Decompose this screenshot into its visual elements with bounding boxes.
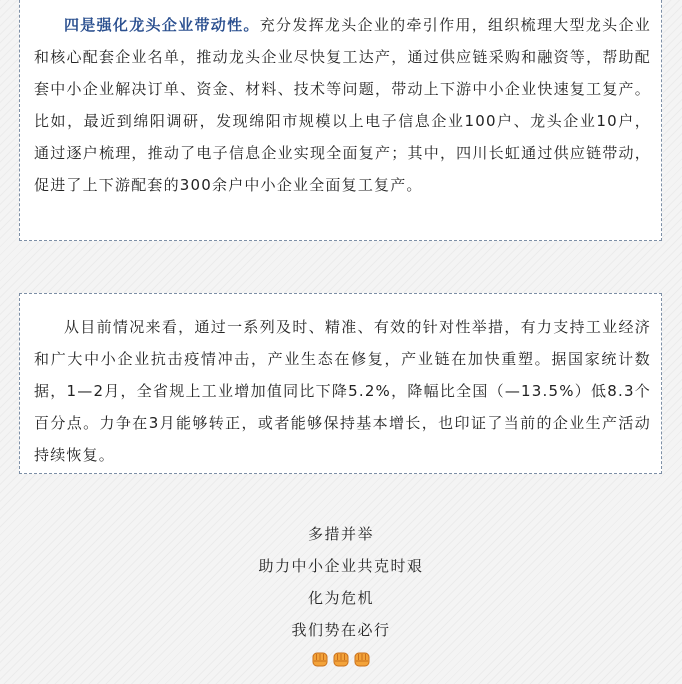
- closing-slogan: [0, 518, 682, 668]
- content-card-1: [19, 0, 662, 241]
- slogan-line-2: 助力中小企业共克时艰: [258, 557, 424, 575]
- slogan-line-4: 我们势在必行: [291, 621, 391, 639]
- fist-icon: [353, 650, 371, 668]
- fist-icon: [332, 650, 350, 668]
- slogan-line-1: 多措并举: [307, 525, 374, 543]
- slogan-line-3: 化为危机: [307, 589, 374, 607]
- fist-emoji-row: [0, 650, 682, 668]
- paragraph-1-body: 充分发挥龙头企业的牵引作用，组织梳理大型龙头企业和核心配套企业名单，推动龙头企业尽快复工达产，通过供应链采购和融资等，帮助配套中小企业解决订单、资金、材料、技术等问题，带动上下游中小企业快速复工复产。比如，最近到绵阳调研，发现绵阳市规模以上电子信息企业100户、龙头企业10户，通过逐户梳理，推动了电子信息企业实现全面复产；其中，四川长虹通过供应链带动，促进了上下游配套的300余户中小企业全面复工复产。: [34, 16, 651, 194]
- paragraph-2: 从目前情况来看，通过一系列及时、精准、有效的针对性举措，有力支持工业经济和广大中小企业抗击疫情冲击，产业生态在修复，产业链在加快重塑。据国家统计数据，1—2月，全省规上工业增加值同比下降5.2%，降幅比全国（—13.5%）低8.3个百分点。力争在3月能够转正，或者能够保持基本增长，也印证了当前的企业生产活动持续恢复。: [34, 318, 651, 464]
- paragraph-1: [34, 9, 651, 201]
- content-card-2: [19, 293, 662, 474]
- paragraph-1-lead: 四是强化龙头企业带动性。: [64, 16, 260, 34]
- fist-icon: [311, 650, 329, 668]
